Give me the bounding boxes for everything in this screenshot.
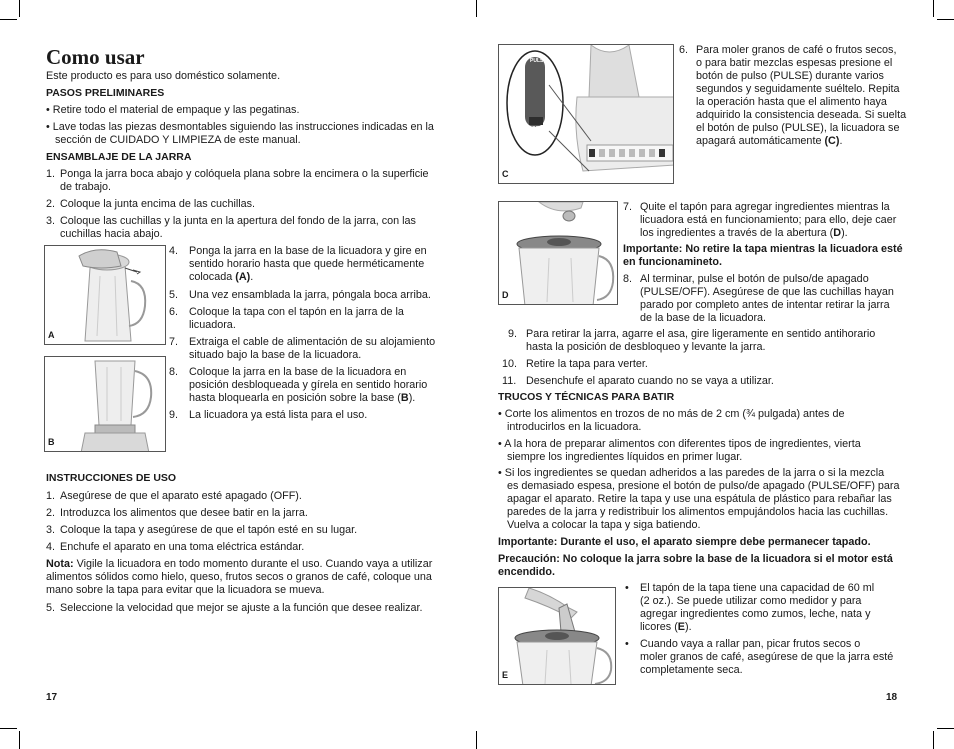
bullet-item bbox=[498, 438, 861, 451]
step-text: Coloque la tapa y asegúrese de que el tapón esté en su lugar. bbox=[60, 524, 358, 536]
center-fold-mark bbox=[476, 0, 477, 17]
bullet-text-cont: paredes de la jarra y redistribuir los alimentos empujándolos hacia las cuchillas. bbox=[507, 506, 889, 518]
step-number: 4. bbox=[169, 245, 179, 257]
step-text: cuchillas hacia abajo. bbox=[60, 228, 163, 240]
blender-jar-illustration bbox=[45, 246, 166, 345]
bullet-text-cont: apagar el aparato. Retire la tapa y use una espátula de plástico para rebañar las bbox=[507, 493, 892, 505]
crop-mark bbox=[933, 731, 934, 749]
pulse-button-label: PULSE bbox=[530, 58, 547, 64]
crop-mark bbox=[19, 731, 20, 749]
crop-mark bbox=[933, 0, 934, 17]
note-text bbox=[46, 558, 432, 571]
figure-c bbox=[498, 44, 674, 184]
caution-note: Precaución: No coloque la jarra sobre la base de la licuadora si el motor está bbox=[498, 553, 893, 565]
crop-mark bbox=[0, 19, 17, 20]
note-line: alimentos sólidos como hielo, queso, frutos secos o granos de café, coloque una bbox=[46, 571, 432, 583]
control-panel-illustration bbox=[499, 45, 674, 184]
bullet-glyph: • bbox=[625, 638, 629, 650]
blender-on-base-illustration bbox=[45, 357, 166, 452]
step-text: Coloque la junta encima de las cuchillas. bbox=[60, 198, 256, 210]
step-text: Coloque la tapa con el tapón en la jarra de la bbox=[189, 306, 404, 318]
step-text: botón de pulso (PULSE) durante varios bbox=[696, 70, 884, 82]
step-text-part: hasta bloquearla en posición sobre la base ( bbox=[189, 392, 401, 404]
step-text: Desenchufe el aparato cuando no se vaya a utilizar. bbox=[526, 375, 774, 387]
note-label: Nota: bbox=[46, 558, 74, 570]
section-heading-ensamblaje: ENSAMBLAJE DE LA JARRA bbox=[46, 151, 192, 163]
step-text: Una vez ensamblada la jarra, póngala boca arriba. bbox=[189, 289, 431, 301]
bullet-text-cont: introducirlos en la licuadora. bbox=[507, 421, 642, 433]
step-number: 7. bbox=[169, 336, 179, 348]
crop-mark bbox=[0, 728, 17, 729]
step-number: 11. bbox=[502, 375, 517, 387]
step-text-part: colocada bbox=[189, 271, 236, 283]
figure-label-e: E bbox=[502, 670, 509, 680]
step-text: o para batir mezclas espesas presione el bbox=[696, 57, 893, 69]
bullet-text-cont: es demasiado espesa, presione el botón de pulso/de apagado (PULSE/OFF) para bbox=[507, 480, 900, 492]
bullet-glyph: • bbox=[625, 582, 629, 594]
figure-ref: (A) bbox=[235, 271, 251, 283]
important-note: en funcionamineto. bbox=[623, 256, 722, 268]
step-text: sentido horario hasta que quede herméticamente bbox=[189, 258, 425, 270]
bullet-glyph: • bbox=[498, 467, 502, 479]
figure-ref: B bbox=[400, 392, 409, 404]
bullet-text: moler granos de café, asegúrese de que la jarra esté bbox=[640, 651, 894, 663]
figure-label-a: A bbox=[48, 330, 55, 340]
figure-a bbox=[44, 245, 166, 345]
off-button-label: OFF bbox=[532, 126, 542, 132]
page-title: Como usar bbox=[46, 45, 145, 69]
step-number: 2. bbox=[46, 507, 56, 519]
crop-mark bbox=[937, 728, 954, 729]
step-number: 6. bbox=[169, 306, 179, 318]
bullet-text bbox=[640, 621, 692, 634]
step-text: licuadora. bbox=[189, 319, 236, 331]
step-text: Ponga la jarra boca abajo y colóquela plana sobre la encimera o la superficie bbox=[60, 168, 429, 180]
bullet-text: Retire todo el material de empaque y las pegatinas. bbox=[52, 104, 300, 116]
figure-b bbox=[44, 356, 166, 452]
figure-label-b: B bbox=[48, 437, 55, 447]
figure-label-d: D bbox=[502, 290, 509, 300]
section-heading-uso: INSTRUCCIONES DE USO bbox=[46, 472, 177, 484]
step-number: 6. bbox=[679, 44, 689, 56]
step-number: 9. bbox=[508, 328, 518, 340]
step-text: el botón de pulso (PULSE), la licuadora se bbox=[696, 122, 900, 134]
figure-label-c: C bbox=[502, 169, 509, 179]
step-number: 9. bbox=[169, 409, 179, 421]
figure-ref: (C) bbox=[824, 135, 840, 147]
bullet-text: (2 oz.). Se puede utilizar como medidor y para bbox=[640, 595, 862, 607]
bullet-item bbox=[46, 104, 299, 117]
step-text: Para moler granos de café o frutos secos, bbox=[696, 44, 897, 56]
bullet-text: A la hora de preparar alimentos con diferentes tipos de ingredientes, vierta bbox=[504, 438, 861, 450]
step-number: 8. bbox=[169, 366, 179, 378]
page-number-left: 17 bbox=[46, 692, 58, 703]
crop-mark bbox=[19, 0, 20, 17]
step-text-part: . bbox=[839, 135, 843, 147]
step-text: hasta la posición de desbloqueo y levante la jarra. bbox=[526, 341, 766, 353]
step-text: Al terminar, pulse el botón de pulso/de apagado bbox=[640, 273, 869, 285]
step-number: 4. bbox=[46, 541, 56, 553]
bullet-item bbox=[46, 121, 434, 134]
step-number: 7. bbox=[623, 201, 633, 213]
bullet-text: Lave todas las piezas desmontables siguiendo las instrucciones indicadas en la bbox=[52, 121, 434, 133]
crop-mark bbox=[937, 19, 954, 20]
step-text: segundos y seguidamente suéltelo. Repita bbox=[696, 83, 900, 95]
step-text: parado por completo antes de intentar retirar la jarra bbox=[640, 299, 890, 311]
step-text: Para retirar la jarra, agarre el asa, gire ligeramente en sentido antihorario bbox=[526, 328, 876, 340]
bullet-item bbox=[498, 467, 884, 480]
section-heading-trucos: TRUCOS Y TÉCNICAS PARA BATIR bbox=[498, 391, 675, 403]
step-text-part: . bbox=[250, 271, 254, 283]
step-text: Seleccione la velocidad que mejor se ajuste a la función que desee realizar. bbox=[60, 602, 423, 614]
figure-ref: D bbox=[833, 227, 842, 239]
step-number: 3. bbox=[46, 215, 56, 227]
note-line: mano sobre la tapa para evitar que la licuadora se mueva. bbox=[46, 584, 325, 596]
step-text: La licuadora ya está lista para el uso. bbox=[189, 409, 368, 421]
bullet-text-part: licores ( bbox=[640, 621, 678, 633]
bullet-text: Cuando vaya a rallar pan, picar frutos secos o bbox=[640, 638, 861, 650]
bullet-text-cont: Vuelva a colocar la tapa y siga batiendo. bbox=[507, 519, 701, 531]
step-text-part: los ingredientes a través de la abertura ( bbox=[640, 227, 834, 239]
important-note: Importante: No retire la tapa mientras la licuadora esté bbox=[623, 243, 903, 255]
step-text: de trabajo. bbox=[60, 181, 112, 193]
center-fold-mark bbox=[476, 731, 477, 749]
step-text: Extraiga el cable de alimentación de su alojamiento bbox=[189, 336, 436, 348]
step-number: 2. bbox=[46, 198, 56, 210]
adding-ingredients-illustration bbox=[499, 202, 618, 305]
step-text: Coloque la jarra en la base de la licuadora en bbox=[189, 366, 407, 378]
step-text: Ponga la jarra en la base de la licuadora y gire en bbox=[189, 245, 427, 257]
step-text: (PULSE/OFF). Asegúrese de que las cuchillas hayan bbox=[640, 286, 894, 298]
step-number: 3. bbox=[46, 524, 56, 536]
step-text: adquirido la consistencia deseada. Si suelta bbox=[696, 109, 907, 121]
step-text bbox=[696, 135, 842, 148]
step-number: 10. bbox=[502, 358, 518, 370]
figure-ref: E bbox=[677, 621, 685, 633]
bullet-text: Corte los alimentos en trozos de no más de 2 cm (¾ pulgada) antes de bbox=[504, 408, 845, 420]
bullet-item bbox=[498, 408, 844, 421]
step-number: 8. bbox=[623, 273, 633, 285]
measuring-cap-illustration bbox=[499, 588, 616, 685]
page-number-right: 18 bbox=[886, 692, 898, 703]
bullet-glyph: • bbox=[498, 438, 502, 450]
bullet-text: agregar ingredientes como zumos, leche, nata y bbox=[640, 608, 871, 620]
step-text-part: ). bbox=[841, 227, 848, 239]
bullet-text: El tapón de la tapa tiene una capacidad de 60 ml bbox=[640, 582, 875, 594]
step-text: Coloque las cuchillas y la junta en la apertura del fondo de la jarra, con las bbox=[60, 215, 416, 227]
step-text: licuadora está en funcionamiento; para ello, deje caer bbox=[640, 214, 897, 226]
step-text bbox=[640, 227, 848, 240]
step-text: posición desbloqueada y gírela en sentido horario bbox=[189, 379, 428, 391]
step-text: Quite el tapón para agregar ingredientes mientras la bbox=[640, 201, 890, 213]
figure-d bbox=[498, 201, 618, 305]
bullet-text: completamente seca. bbox=[640, 664, 743, 676]
step-text bbox=[189, 271, 253, 284]
figure-e bbox=[498, 587, 616, 685]
caution-note: encendido. bbox=[498, 566, 555, 578]
step-text: situado bajo la base de la licuadora. bbox=[189, 349, 362, 361]
bullet-glyph: • bbox=[46, 121, 50, 133]
step-text: Asegúrese de que el aparato esté apagado (OFF). bbox=[60, 490, 302, 502]
note-line: Vigile la licuadora en todo momento durante el uso. Cuando vaya a utilizar bbox=[73, 558, 433, 570]
step-number: 5. bbox=[169, 289, 179, 301]
step-text-part: ). bbox=[408, 392, 416, 404]
step-text bbox=[189, 392, 415, 405]
bullet-text-cont: sección de CUIDADO Y LIMPIEZA de este manual. bbox=[55, 134, 301, 146]
bullet-text: Si los ingredientes se quedan adheridos a las paredes de la jarra o si la mezcla bbox=[504, 467, 885, 479]
section-heading-preliminares: PASOS PRELIMINARES bbox=[46, 87, 165, 99]
step-number: 1. bbox=[46, 168, 56, 180]
bullet-text-part: ). bbox=[685, 621, 692, 633]
bullet-glyph: • bbox=[46, 104, 50, 116]
bullet-text-cont: siempre los ingredientes líquidos en primer lugar. bbox=[507, 451, 743, 463]
important-note: Importante: Durante el uso, el aparato siempre debe permanecer tapado. bbox=[498, 536, 871, 548]
step-text: la operación hasta que el alimento haya bbox=[696, 96, 887, 108]
step-number: 1. bbox=[46, 490, 56, 502]
bullet-glyph: • bbox=[498, 408, 502, 420]
step-number: 5. bbox=[46, 602, 56, 614]
step-text: Introduzca los alimentos que desee batir en la jarra. bbox=[60, 507, 308, 519]
step-text: de la base de la licuadora. bbox=[640, 312, 767, 324]
step-text-part: apagará automáticamente bbox=[696, 135, 825, 147]
step-text: Enchufe el aparato en una toma eléctrica estándar. bbox=[60, 541, 305, 553]
intro-text: Este producto es para uso doméstico solamente. bbox=[46, 70, 281, 82]
step-text: Retire la tapa para verter. bbox=[526, 358, 648, 370]
